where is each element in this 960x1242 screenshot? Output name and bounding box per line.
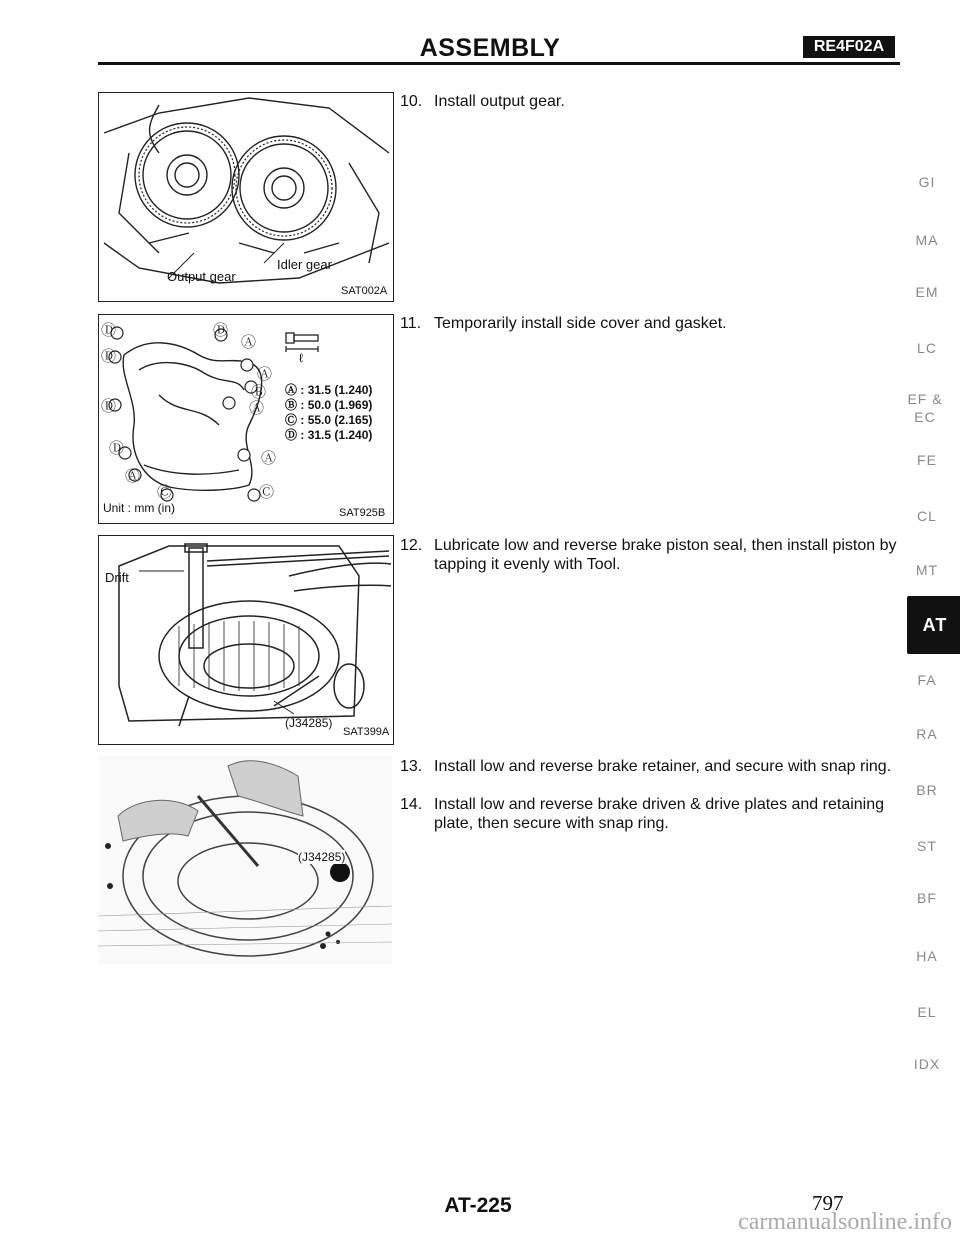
callout-a: Ⓐ (241, 334, 257, 351)
drift-label: Drift (105, 570, 129, 585)
unit-label: Unit : mm (in) (103, 501, 175, 515)
bolt-spec-d: Ⓓ : 31.5 (1.240) (285, 428, 373, 442)
callout-d: Ⓓ (109, 440, 125, 457)
page-number: 797 (812, 1191, 844, 1215)
tab-gi[interactable]: GI (918, 174, 936, 190)
tool-label: (J34285) (285, 716, 333, 730)
callout-a: Ⓐ (257, 366, 273, 383)
figure-side-cover-bolts (98, 314, 394, 524)
idler-gear-label: Idler gear (277, 257, 332, 272)
drift-illustration (99, 536, 393, 744)
model-tag: RE4F02A (803, 36, 895, 58)
figure-output-gear (98, 92, 394, 302)
photo-illustration (98, 756, 392, 964)
tab-em[interactable]: EM (915, 284, 939, 300)
tab-ha[interactable]: HA (916, 948, 938, 964)
figure-drift-tool (98, 535, 394, 745)
tab-at[interactable]: AT (907, 596, 960, 654)
callout-a: Ⓐ (125, 468, 141, 485)
figure-code: SAT399A (343, 726, 390, 738)
page-code: AT-225 (444, 1194, 512, 1217)
figure-code: SAT002A (341, 285, 388, 297)
bolt-spec-a: Ⓐ : 31.5 (1.240) (285, 383, 373, 397)
tab-br[interactable]: BR (916, 782, 938, 798)
tab-mt[interactable]: MT (915, 562, 939, 578)
tab-st[interactable]: ST (917, 838, 937, 854)
callout-d: Ⓓ (213, 322, 229, 339)
tab-idx[interactable]: IDX (913, 1056, 941, 1072)
callout-d: Ⓓ (101, 322, 117, 339)
callout-c: Ⓒ (259, 484, 275, 501)
gear-illustration (99, 93, 393, 301)
bolt-spec-list (285, 383, 372, 443)
figure-photo (98, 756, 392, 964)
page-title: ASSEMBLY (419, 34, 561, 62)
tab-bf[interactable]: BF (917, 890, 937, 906)
bolt-spec-b: Ⓑ : 50.0 (1.969) (285, 398, 373, 412)
step-item: 12. Lubricate low and reverse brake piston seal, then install piston by tapping it evenly with Tool. (400, 537, 897, 573)
bolt-spec-c: Ⓒ : 55.0 (2.165) (285, 413, 373, 427)
step-item: 14. Install low and reverse brake driven & drive plates and retaining plate, then secure with snap ring. (400, 796, 885, 832)
output-gear-label: Output gear (167, 269, 236, 284)
callout-d: Ⓓ (101, 398, 117, 415)
tab-ra[interactable]: RA (916, 726, 938, 742)
figure-code: SAT925B (339, 507, 386, 519)
callout-a: Ⓐ (261, 450, 277, 467)
step-item: 10. Install output gear. (400, 93, 565, 110)
step-item: 11. Temporarily install side cover and gasket. (400, 315, 727, 332)
callout-c: Ⓒ (157, 484, 173, 501)
length-symbol: ℓ (299, 351, 303, 365)
step-item: 13. Install low and reverse brake retainer, and secure with snap ring. (400, 758, 892, 775)
callout-d: Ⓓ (101, 348, 117, 365)
tab-ma[interactable]: MA (915, 232, 939, 248)
tab-cl[interactable]: CL (917, 508, 937, 524)
tab-fe[interactable]: FE (917, 452, 937, 468)
watermark: carmanualsonline.info (738, 1209, 952, 1235)
callout-b: Ⓑ (251, 384, 267, 401)
tab-ef-ec[interactable]: EF & EC (907, 391, 943, 425)
tool-label: (J34285) (298, 850, 346, 864)
header-divider (98, 62, 900, 65)
callout-a: Ⓐ (249, 400, 265, 417)
tab-el[interactable]: EL (917, 1004, 937, 1020)
tab-lc[interactable]: LC (917, 340, 937, 356)
tab-fa[interactable]: FA (917, 672, 937, 688)
